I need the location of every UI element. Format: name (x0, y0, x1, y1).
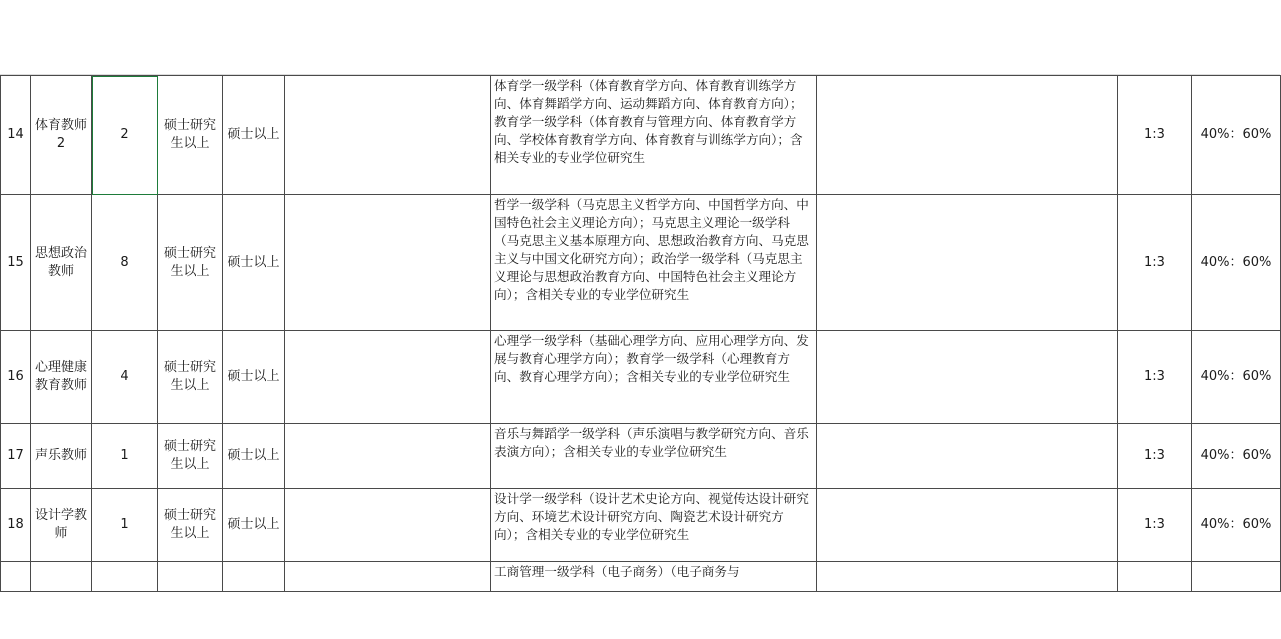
ratio-cell[interactable]: 1:3 (1118, 489, 1192, 562)
headcount-cell[interactable]: 1 (92, 424, 158, 489)
spreadsheet-grid (0, 75, 1280, 579)
empty-cell[interactable] (285, 489, 491, 562)
position-cell[interactable] (31, 562, 92, 592)
headcount-cell[interactable] (92, 562, 158, 592)
education-cell[interactable]: 硕士研究生以上 (158, 489, 223, 562)
empty-cell[interactable] (817, 489, 1118, 562)
major-requirement-cell[interactable]: 工商管理一级学科（电子商务）（电子商务与 (491, 562, 817, 592)
score-weight-cell[interactable]: 40%：60% (1192, 489, 1281, 562)
empty-cell[interactable] (285, 562, 491, 592)
empty-cell[interactable] (285, 424, 491, 489)
degree-cell[interactable]: 硕士以上 (223, 331, 285, 424)
ratio-cell[interactable]: 1:3 (1118, 195, 1192, 331)
empty-cell[interactable] (817, 331, 1118, 424)
score-weight-cell[interactable]: 40%：60% (1192, 195, 1281, 331)
score-weight-cell[interactable]: 40%：60% (1192, 76, 1281, 195)
empty-cell[interactable] (817, 562, 1118, 592)
degree-cell[interactable] (223, 562, 285, 592)
major-requirement-cell[interactable]: 音乐与舞蹈学一级学科（声乐演唱与教学研究方向、音乐表演方向）；含相关专业的专业学位研究生 (491, 424, 817, 489)
row-index-cell[interactable]: 14 (1, 76, 31, 195)
row-index-cell[interactable]: 16 (1, 331, 31, 424)
row-index-cell[interactable]: 18 (1, 489, 31, 562)
education-cell[interactable]: 硕士研究生以上 (158, 195, 223, 331)
row-index-cell[interactable]: 17 (1, 424, 31, 489)
empty-cell[interactable] (817, 195, 1118, 331)
education-cell[interactable]: 硕士研究生以上 (158, 76, 223, 195)
major-requirement-cell[interactable]: 心理学一级学科（基础心理学方向、应用心理学方向、发展与教育心理学方向）；教育学一级学科（心理教育方向、教育心理学方向）；含相关专业的专业学位研究生 (491, 331, 817, 424)
table-row (1, 195, 1281, 331)
degree-cell[interactable]: 硕士以上 (223, 195, 285, 331)
score-weight-cell[interactable]: 40%：60% (1192, 424, 1281, 489)
table-row (1, 424, 1281, 489)
row-index-cell[interactable] (1, 562, 31, 592)
headcount-cell[interactable]: 2 (92, 76, 158, 195)
table-row (1, 562, 1281, 592)
ratio-cell[interactable] (1118, 562, 1192, 592)
score-weight-cell[interactable] (1192, 562, 1281, 592)
table-row (1, 76, 1281, 195)
headcount-cell[interactable]: 4 (92, 331, 158, 424)
position-cell[interactable]: 设计学教师 (31, 489, 92, 562)
education-cell[interactable] (158, 562, 223, 592)
major-requirement-cell[interactable]: 设计学一级学科（设计艺术史论方向、视觉传达设计研究方向、环境艺术设计研究方向、陶瓷艺术设计研究方向）；含相关专业的专业学位研究生 (491, 489, 817, 562)
headcount-cell[interactable]: 1 (92, 489, 158, 562)
degree-cell[interactable]: 硕士以上 (223, 424, 285, 489)
education-cell[interactable]: 硕士研究生以上 (158, 331, 223, 424)
degree-cell[interactable]: 硕士以上 (223, 76, 285, 195)
position-cell[interactable]: 心理健康教育教师 (31, 331, 92, 424)
table-row (1, 331, 1281, 424)
major-requirement-cell[interactable]: 体育学一级学科（体育教育学方向、体育教育训练学方向、体育舞蹈学方向、运动舞蹈方向、体育教育方向）；教育学一级学科（体育教育与管理方向、体育教育学方向、学校体育教育学方向、体育教育与训练学方向）；含相关专业的专业学位研究生 (491, 76, 817, 195)
empty-cell[interactable] (285, 76, 491, 195)
ratio-cell[interactable]: 1:3 (1118, 76, 1192, 195)
empty-cell[interactable] (817, 424, 1118, 489)
headcount-cell[interactable]: 8 (92, 195, 158, 331)
row-index-cell[interactable]: 15 (1, 195, 31, 331)
empty-cell[interactable] (285, 195, 491, 331)
education-cell[interactable]: 硕士研究生以上 (158, 424, 223, 489)
score-weight-cell[interactable]: 40%：60% (1192, 331, 1281, 424)
empty-cell[interactable] (817, 76, 1118, 195)
position-cell[interactable]: 体育教师2 (31, 76, 92, 195)
ratio-cell[interactable]: 1:3 (1118, 424, 1192, 489)
recruitment-table (0, 75, 1281, 592)
ratio-cell[interactable]: 1:3 (1118, 331, 1192, 424)
empty-cell[interactable] (285, 331, 491, 424)
table-row (1, 489, 1281, 562)
position-cell[interactable]: 声乐教师 (31, 424, 92, 489)
position-cell[interactable]: 思想政治教师 (31, 195, 92, 331)
degree-cell[interactable]: 硕士以上 (223, 489, 285, 562)
major-requirement-cell[interactable]: 哲学一级学科（马克思主义哲学方向、中国哲学方向、中国特色社会主义理论方向）；马克思主义理论一级学科（马克思主义基本原理方向、思想政治教育方向、马克思主义与中国文化研究方向）；政治学一级学科（马克思主义理论与思想政治教育方向、中国特色社会主义理论方向）；含相关专业的专业学位研究生 (491, 195, 817, 331)
